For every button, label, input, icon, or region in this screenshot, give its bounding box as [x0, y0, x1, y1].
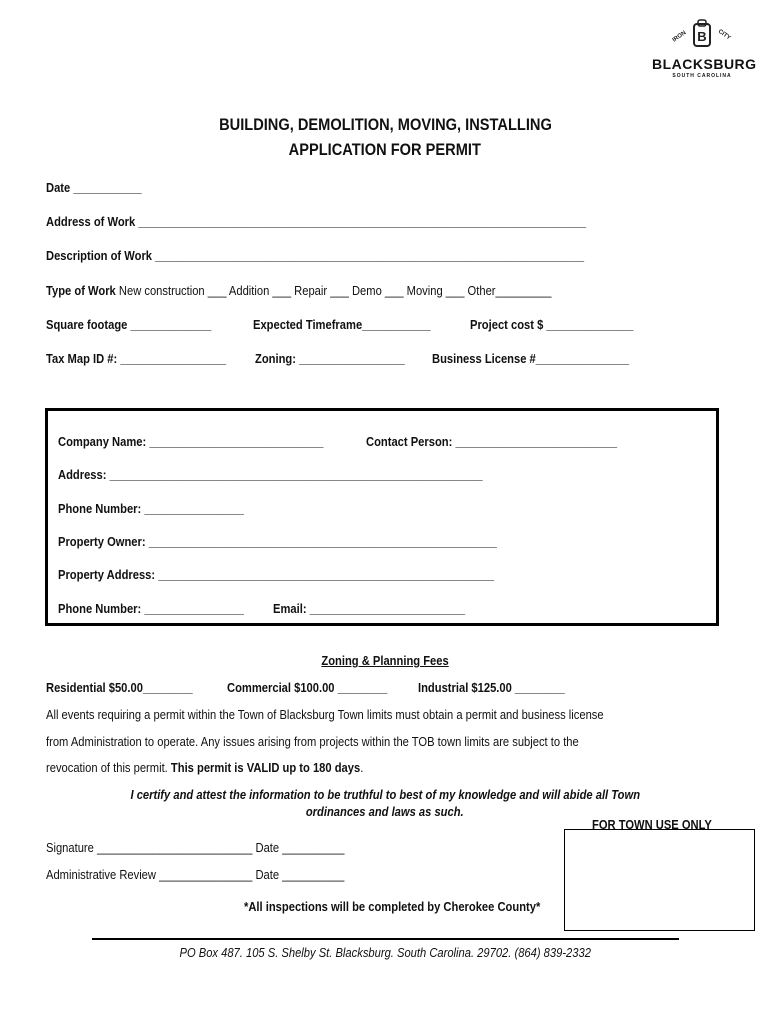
town-logo: [652, 18, 757, 84]
administrative-review-field[interactable]: Administrative Review _______________ Date __________: [46, 867, 345, 882]
email-field[interactable]: Email: _________________________: [273, 601, 466, 616]
certify-line-1: I certify and attest the information to be truthful to best of my knowledge and will abide all Town: [130, 787, 640, 802]
certify-line-2: ordinances and laws as such.: [306, 804, 464, 819]
type-of-work-row: [46, 283, 551, 298]
notice-line-2: from Administration to operate. Any issues arising from projects within the TOB town limits are subject to the: [46, 734, 579, 749]
date-field[interactable]: Date ___________: [46, 180, 142, 195]
notice-period: .: [360, 760, 364, 775]
town-use-label: FOR TOWN USE ONLY: [592, 817, 712, 832]
notice-revocation: revocation of this permit.: [46, 760, 168, 775]
property-address-field[interactable]: Property Address: ______________________________________________________: [58, 567, 494, 582]
fee-commercial[interactable]: Commercial $100.00 ________: [227, 680, 388, 695]
logo-name: BLACKSBURG: [652, 56, 757, 72]
zoning-field[interactable]: Zoning: _________________: [255, 351, 405, 366]
notice-line-1: All events requiring a permit within the Town of Blacksburg Town limits must obtain a permit and business license: [46, 707, 604, 722]
logo-subtitle: SOUTH CAROLINA: [672, 73, 732, 79]
company-phone-field[interactable]: Phone Number: ________________: [58, 501, 244, 516]
form-title-line1: BUILDING, DEMOLITION, MOVING, INSTALLING: [218, 115, 552, 134]
contact-person-field[interactable]: Contact Person: __________________________: [366, 434, 618, 449]
type-of-work-label: Type of Work: [46, 283, 116, 298]
square-footage-field[interactable]: Square footage _____________: [46, 317, 212, 332]
address-of-work-field[interactable]: Address of Work ________________________________________________________________________: [46, 214, 587, 229]
business-license-field[interactable]: Business License #_______________: [432, 351, 630, 366]
property-owner-field[interactable]: Property Owner: ________________________________________________________: [58, 534, 497, 549]
fees-heading: Zoning & Planning Fees: [321, 653, 449, 668]
form-title-line2: APPLICATION FOR PERMIT: [288, 140, 482, 159]
logo-arc-right: CITY: [716, 28, 732, 42]
notice-line-3: [46, 760, 363, 775]
description-of-work-field[interactable]: Description of Work _____________________________________________________________________: [46, 248, 585, 263]
signature-field[interactable]: Signature _________________________ Date __________: [46, 840, 345, 855]
tax-map-id-field[interactable]: Tax Map ID #: _________________: [46, 351, 227, 366]
project-cost-field[interactable]: Project cost $ ______________: [470, 317, 634, 332]
inspections-note: *All inspections will be completed by Cherokee County*: [244, 899, 541, 914]
type-of-work-options[interactable]: New construction ___ Addition ___ Repair ___ Demo ___ Moving ___ Other_________: [118, 283, 552, 298]
logo-letter: B: [697, 29, 707, 44]
town-use-box: [564, 829, 755, 931]
logo-arc-left: IRON: [671, 30, 688, 44]
permit-validity: This permit is VALID up to 180 days: [170, 760, 361, 775]
company-address-field[interactable]: Address: ____________________________________________________________: [58, 467, 483, 482]
expected-timeframe-field[interactable]: Expected Timeframe___________: [253, 317, 431, 332]
fee-residential[interactable]: Residential $50.00________: [46, 680, 193, 695]
footer-address: PO Box 487. 105 S. Shelby St. Blacksburg. South Carolina. 29702. (864) 839-2332: [179, 945, 591, 960]
logo-emblem: [652, 18, 752, 58]
company-name-field[interactable]: Company Name: ____________________________: [58, 434, 324, 449]
fee-industrial[interactable]: Industrial $125.00 ________: [418, 680, 565, 695]
footer-divider: [92, 938, 679, 940]
property-phone-field[interactable]: Phone Number: ________________: [58, 601, 244, 616]
